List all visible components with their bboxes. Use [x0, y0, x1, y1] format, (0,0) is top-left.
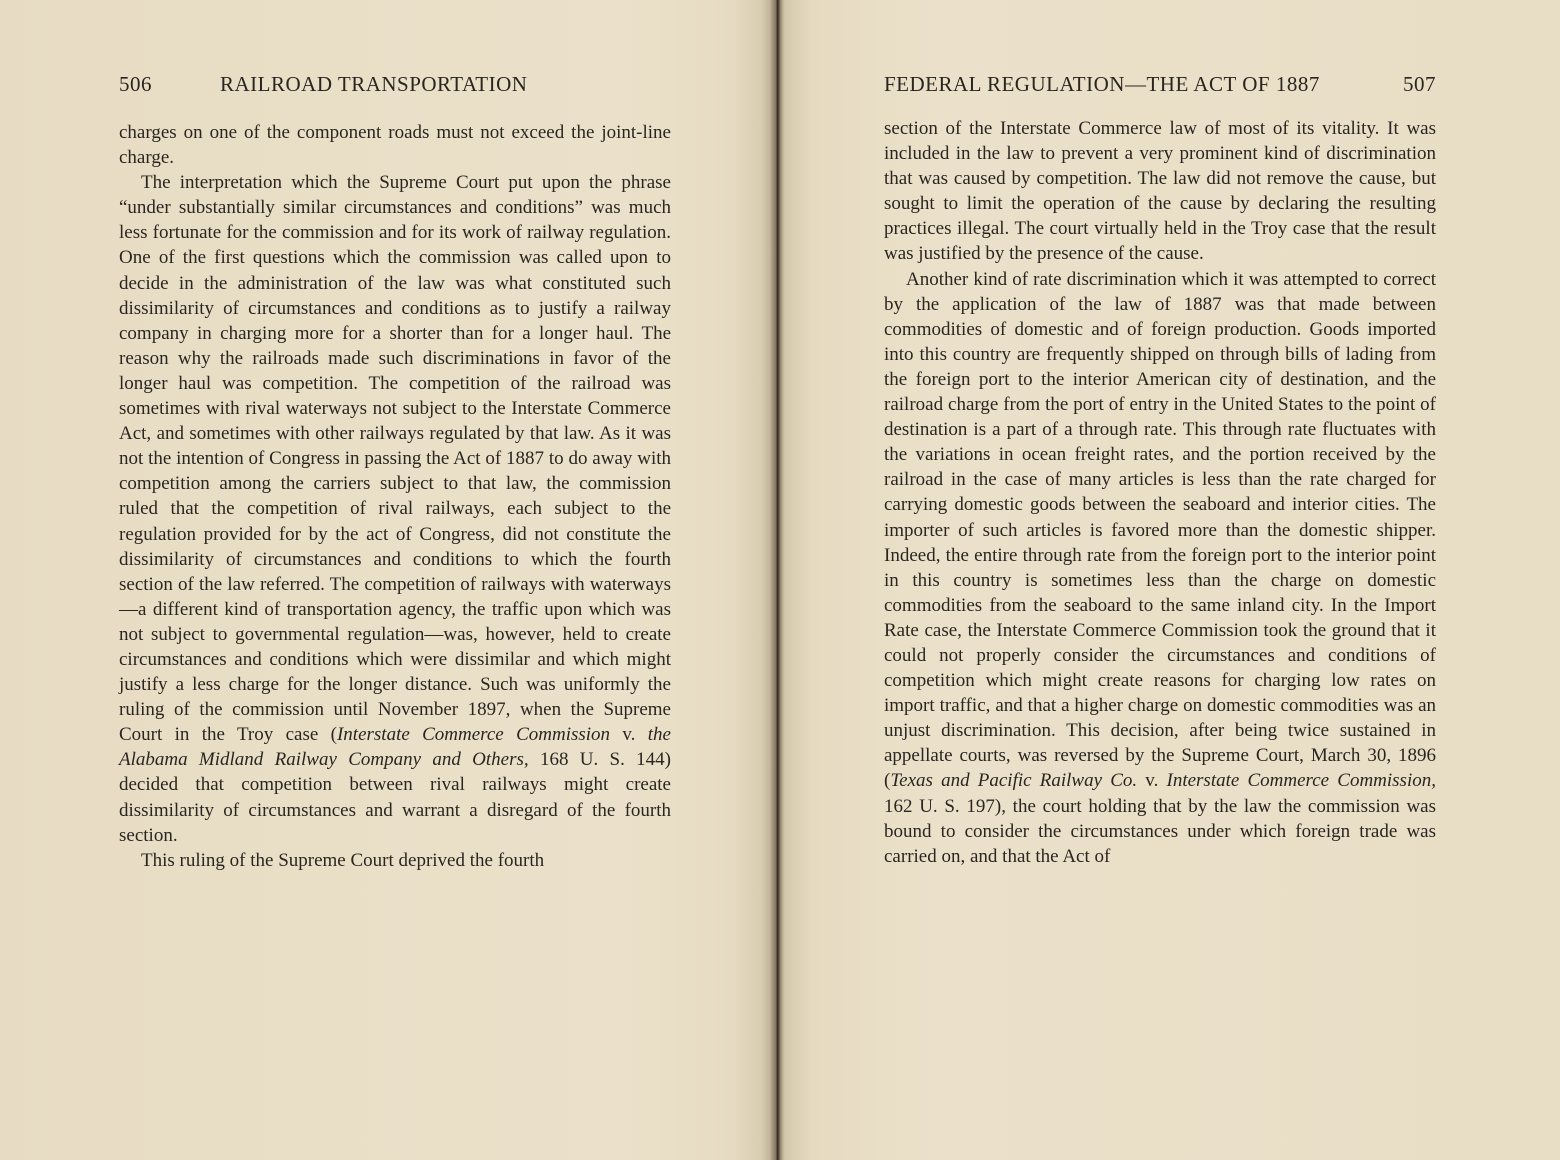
paragraph-text: v. — [1137, 770, 1167, 792]
right-running-head: FEDERAL REGULATION—THE ACT OF 1887 — [884, 72, 1320, 96]
paragraph-text: v. — [610, 724, 648, 746]
paragraph-text: The interpretation which the Supreme Court put upon the phrase “under substantially similar circumstances and conditions” was much less fortunate for the commission and for its work of railway regulation. One of the first questions which the commission was called upon to decide in the administration of the law was what constituted such dissimilarity of circumstances and conditions as to justify a railway company in charging more for a shorter than for a longer haul. The reason why the railroads made such discriminations in favor of the longer haul was competition. The competition of the railroad was sometimes with rival waterways not subject to the Interstate Commerce Act, and sometimes with other railways regulated by that law. As it was not the intention of Congress in passing the Act of 1887 to do away with competition among the carriers subject to that law, the commission ruled that the competition of rival railways, each subject to the regulation provided for by the act of Congress, did not constitute the dissimilarity of circumstances and conditions to which the fourth section of the law referred. The competition of railways with waterways—a different kind of transportation agency, the traffic upon which was not subject to governmental regulation—was, however, held to create circumstances and conditions which were dissimilar and which might justify a less charge for the longer distance. Such was uniformly the ruling of the commission until November 1897, when the Supreme Court in the Troy case ( — [119, 172, 671, 746]
paragraph — [119, 848, 671, 873]
paragraph-text: 162 U. S. 197), the court holding that by the law the commission was bound to consider the circumstances under which foreign trade was carried on, and that the Act of — [884, 795, 1436, 867]
left-page — [119, 72, 671, 873]
right-page-number: 507 — [1403, 72, 1436, 96]
book-gutter — [770, 0, 784, 1160]
paragraph — [119, 120, 671, 170]
left-page-header — [119, 72, 671, 102]
paragraph — [119, 170, 671, 848]
italic-citation: Interstate Commerce Commission, — [1166, 770, 1436, 792]
paragraph-text: This ruling of the Supreme Court deprived the fourth — [141, 849, 545, 871]
italic-citation: Interstate Commerce Commission — [336, 724, 611, 746]
paragraph-text: 168 U. S. 144) decided that competition between rival railways might create dissimilarity of circumstances and warrant a disregard of the fourth section. — [119, 749, 671, 846]
left-page-number: 506 — [119, 72, 152, 96]
paragraph-text: Another kind of rate discrimination which it was attempted to correct by the application of the law of 1887 was that made between commodities of domestic and of foreign production. Goods imported into this country are frequently shipped on through bills of lading from the foreign port to the interior American city of destination, and the railroad charge from the port of entry in the United States to the point of destination is a part of a through rate. This through rate fluctuates with the variations in ocean freight rates, and the portion received by the railroad in the case of many articles is less than the rate charged for carrying domestic goods between the seaboard and interior cities. The importer of such articles is favored more than the domestic shipper. Indeed, the entire through rate from the foreign port to the interior point in this country is sometimes less than the charge on domestic commodities from the seaboard to the same inland city. In the Import Rate case, the Interstate Commerce Commission took the ground that it could not properly consider the circumstances and conditions of competition which might create reasons for charging low rates on import traffic, and that a higher charge on domestic commodities was an unjust discrimination. This decision, after being twice sustained in appellate courts, was reversed by the Supreme Court, March 30, 1896 ( — [884, 268, 1436, 792]
paragraph-text: section of the Interstate Commerce law of most of its vitality. It was included in the law to prevent a very prominent kind of discrimination that was caused by competition. The law did not remove the cause, but sought to limit the operation of the cause by declaring the resulting practices illegal. The court virtually held in the Troy case that the result was justified by the presence of the cause. — [884, 118, 1436, 265]
right-page-body — [884, 116, 1436, 869]
left-page-body — [119, 120, 671, 873]
right-page-header — [884, 72, 1436, 102]
paragraph — [884, 267, 1436, 869]
left-running-head: RAILROAD TRANSPORTATION — [220, 72, 528, 96]
paragraph-text: charges on one of the component roads must not exceed the joint-line charge. — [119, 122, 671, 169]
right-page — [884, 72, 1436, 869]
italic-citation: the Alabama Midland Railway Company and Others, — [119, 724, 671, 771]
italic-citation: Texas and Pacific Railway Co. — [890, 770, 1138, 792]
paragraph — [884, 116, 1436, 267]
